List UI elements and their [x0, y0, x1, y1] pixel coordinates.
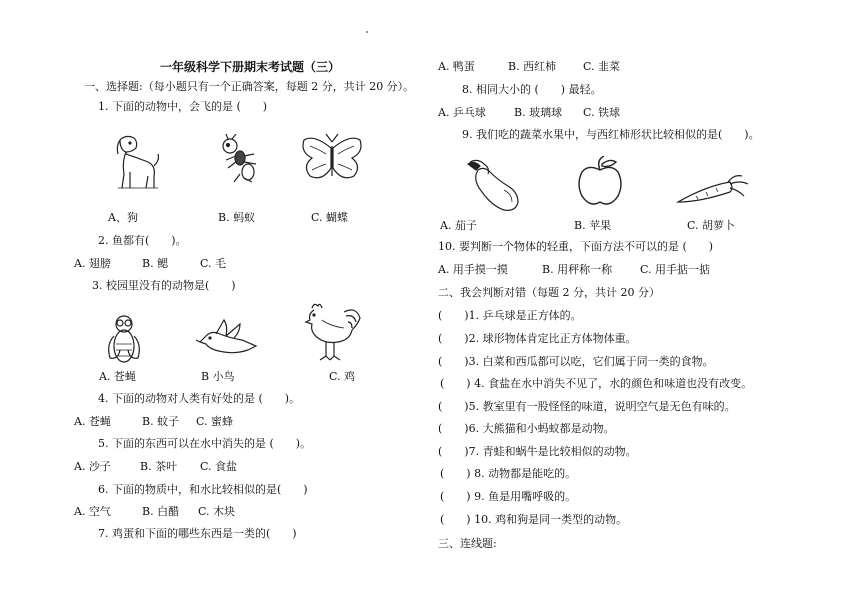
eggplant-icon	[464, 156, 520, 214]
q8-option-a: A. 乒乓球	[438, 106, 486, 119]
q8-option-b: B. 玻璃球	[514, 106, 563, 119]
q9-option-b: B. 苹果	[574, 219, 612, 232]
q3-option-b: B 小鸟	[201, 370, 235, 383]
section-3-heading: 三、连线题:	[438, 537, 497, 550]
question-7: 7. 鸡蛋和下面的哪些东西是一类的( )	[98, 527, 297, 540]
q9-option-c: C. 胡萝卜	[687, 219, 736, 232]
judge-item: ( )3. 白菜和西瓜都可以吃，它们属于同一类的食物。	[438, 355, 714, 368]
q10-option-c: C. 用手掂一掂	[640, 263, 711, 276]
q1-option-a: A、狗	[108, 211, 138, 224]
q8-option-c: C. 铁球	[583, 106, 621, 119]
question-6: 6. 下面的物质中，和水比较相似的是( )	[98, 483, 308, 496]
q6-option-b: B. 白醋	[142, 505, 180, 518]
page-marker	[366, 31, 368, 33]
q2-option-a: A. 翅膀	[74, 257, 111, 270]
question-10: 10. 要判断一个物体的轻重，下面方法不可以的是 ( )	[438, 240, 714, 253]
q4-option-c: C. 蜜蜂	[196, 415, 234, 428]
q1-option-b: B. 蚂蚁	[218, 211, 256, 224]
apple-icon	[576, 156, 624, 208]
judge-item: ( ) 9. 鱼是用嘴呼吸的。	[440, 490, 577, 503]
butterfly-icon	[300, 132, 364, 186]
q10-option-b: B. 用秤称一称	[542, 263, 613, 276]
q5-option-a: A. 沙子	[74, 460, 111, 473]
q1-option-c: C. 蝴蝶	[311, 211, 349, 224]
question-4: 4. 下面的动物对人类有好处的是 ( )。	[98, 392, 301, 405]
question-8: 8. 相同大小的 ( ) 最轻。	[462, 83, 602, 96]
question-9: 9. 我们吃的蔬菜水果中，与西红柿形状比较相似的是( )。	[462, 128, 760, 141]
q9-option-a: A. 茄子	[440, 219, 477, 232]
judge-item: ( ) 4. 食盐在水中消失不见了，水的颜色和味道也没有改变。	[440, 377, 753, 390]
judge-item: ( )7. 青蛙和蜗牛是比较相似的动物。	[438, 445, 637, 458]
judge-item: ( ) 10. 鸡和狗是同一类型的动物。	[440, 513, 628, 526]
q4-option-b: B. 蚊子	[142, 415, 180, 428]
judge-item: ( )1. 乒乓球是正方体的。	[438, 309, 582, 322]
section-1-heading: 一、选择题:（每小题只有一个正确答案，每题 2 分，共计 20 分）。	[84, 80, 415, 93]
q6-option-a: A. 空气	[74, 505, 111, 518]
judge-item: ( )2. 球形物体肯定比正方体物体重。	[438, 332, 637, 345]
q2-option-b: B. 鳃	[142, 257, 169, 270]
judge-item: ( )6. 大熊猫和小蚂蚁都是动物。	[438, 422, 615, 435]
q3-option-a: A. 苍蝇	[99, 370, 136, 383]
carrot-icon	[672, 172, 752, 206]
exam-title: 一年级科学下册期末考试题（三）	[160, 60, 341, 74]
judge-item: ( ) 8. 动物都是能吃的。	[440, 467, 577, 480]
question-1: 1. 下面的动物中，会飞的是 ( )	[98, 100, 268, 113]
q7-option-a: A. 鸭蛋	[438, 60, 475, 73]
question-2: 2. 鱼都有( )。	[98, 234, 187, 247]
section-2-heading: 二、我会判断对错（每题 2 分，共计 20 分）	[438, 286, 660, 299]
dog-icon	[108, 132, 164, 192]
q4-option-a: A. 苍蝇	[74, 415, 111, 428]
rooster-icon	[300, 302, 362, 364]
q10-option-a: A. 用手摸一摸	[438, 263, 508, 276]
q7-option-c: C. 韭菜	[583, 60, 621, 73]
q2-option-c: C. 毛	[200, 257, 227, 270]
q3-option-c: C. 鸡	[329, 370, 356, 383]
q6-option-c: C. 木块	[198, 505, 236, 518]
question-5: 5. 下面的东西可以在水中消失的是 ( )。	[98, 437, 312, 450]
q5-option-b: B. 茶叶	[140, 460, 178, 473]
judge-item: ( )5. 教室里有一股怪怪的味道，说明空气是无色有味的。	[438, 400, 736, 413]
ant-icon	[218, 134, 262, 184]
question-3: 3. 校园里没有的动物是( )	[92, 279, 236, 292]
q7-option-b: B. 西红柿	[508, 60, 557, 73]
fly-icon	[104, 314, 144, 366]
bird-icon	[196, 318, 262, 358]
q5-option-c: C. 食盐	[200, 460, 238, 473]
